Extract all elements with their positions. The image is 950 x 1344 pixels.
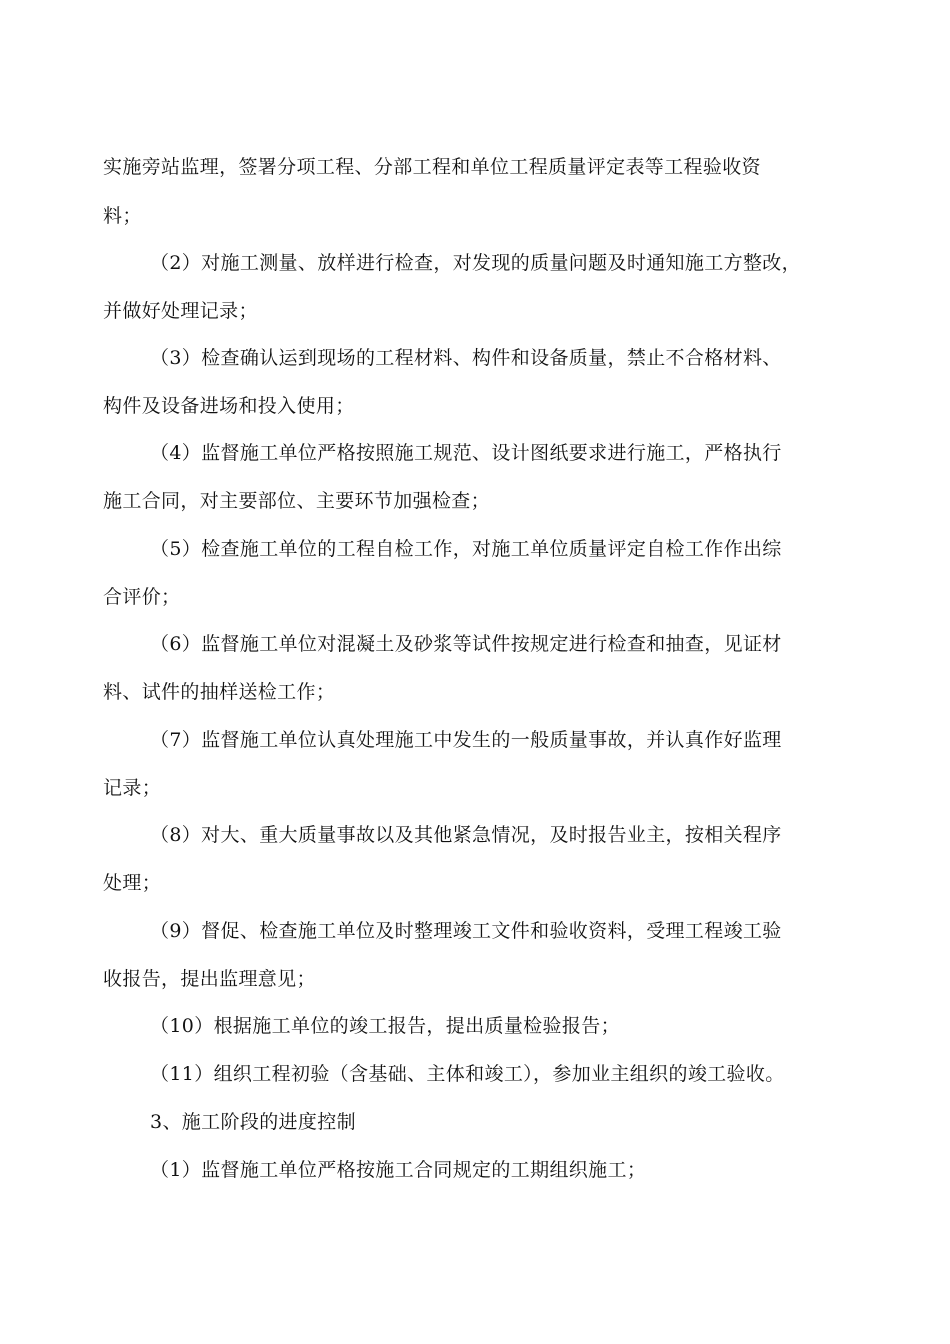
text-line: （11）组织工程初验（含基础、主体和竣工），参加业主组织的竣工验收。 [150,1063,785,1085]
text-line: 施工合同，对主要部位、主要环节加强检查； [103,490,491,512]
text-line: 实施旁站监理，签署分项工程、分部工程和单位工程质量评定表等工程验收资 [103,156,761,178]
text-line: （6）监督施工单位对混凝土及砂浆等试件按规定进行检查和抽查，见证材 [150,633,782,655]
text-line: （3）检查确认运到现场的工程材料、构件和设备质量，禁止不合格材料、 [150,347,782,369]
text-line: 合评价； [103,586,181,608]
text-line: （2）对施工测量、放样进行检查，对发现的质量问题及时通知施工方整改， [150,252,801,274]
text-line: 料、试件的抽样送检工作； [103,681,336,703]
section-heading: 3、施工阶段的进度控制 [150,1111,356,1133]
text-line: （1）监督施工单位严格按施工合同规定的工期组织施工； [150,1159,647,1181]
text-line: 料； [103,205,142,227]
text-line: （9）督促、检查施工单位及时整理竣工文件和验收资料，受理工程竣工验 [150,920,782,942]
text-line: 收报告，提出监理意见； [103,968,316,990]
text-line: （8）对大、重大质量事故以及其他紧急情况，及时报告业主，按相关程序 [150,824,782,846]
text-line: （4）监督施工单位严格按照施工规范、设计图纸要求进行施工，严格执行 [150,442,782,464]
text-line: 构件及设备进场和投入使用； [103,395,355,417]
text-line: （5）检查施工单位的工程自检工作，对施工单位质量评定自检工作作出综 [150,538,782,560]
text-line: 处理； [103,872,162,894]
text-line: （10）根据施工单位的竣工报告，提出质量检验报告； [150,1015,620,1037]
text-line: （7）监督施工单位认真处理施工中发生的一般质量事故，并认真作好监理 [150,729,782,751]
text-line: 记录； [103,777,162,799]
text-line: 并做好处理记录； [103,300,258,322]
